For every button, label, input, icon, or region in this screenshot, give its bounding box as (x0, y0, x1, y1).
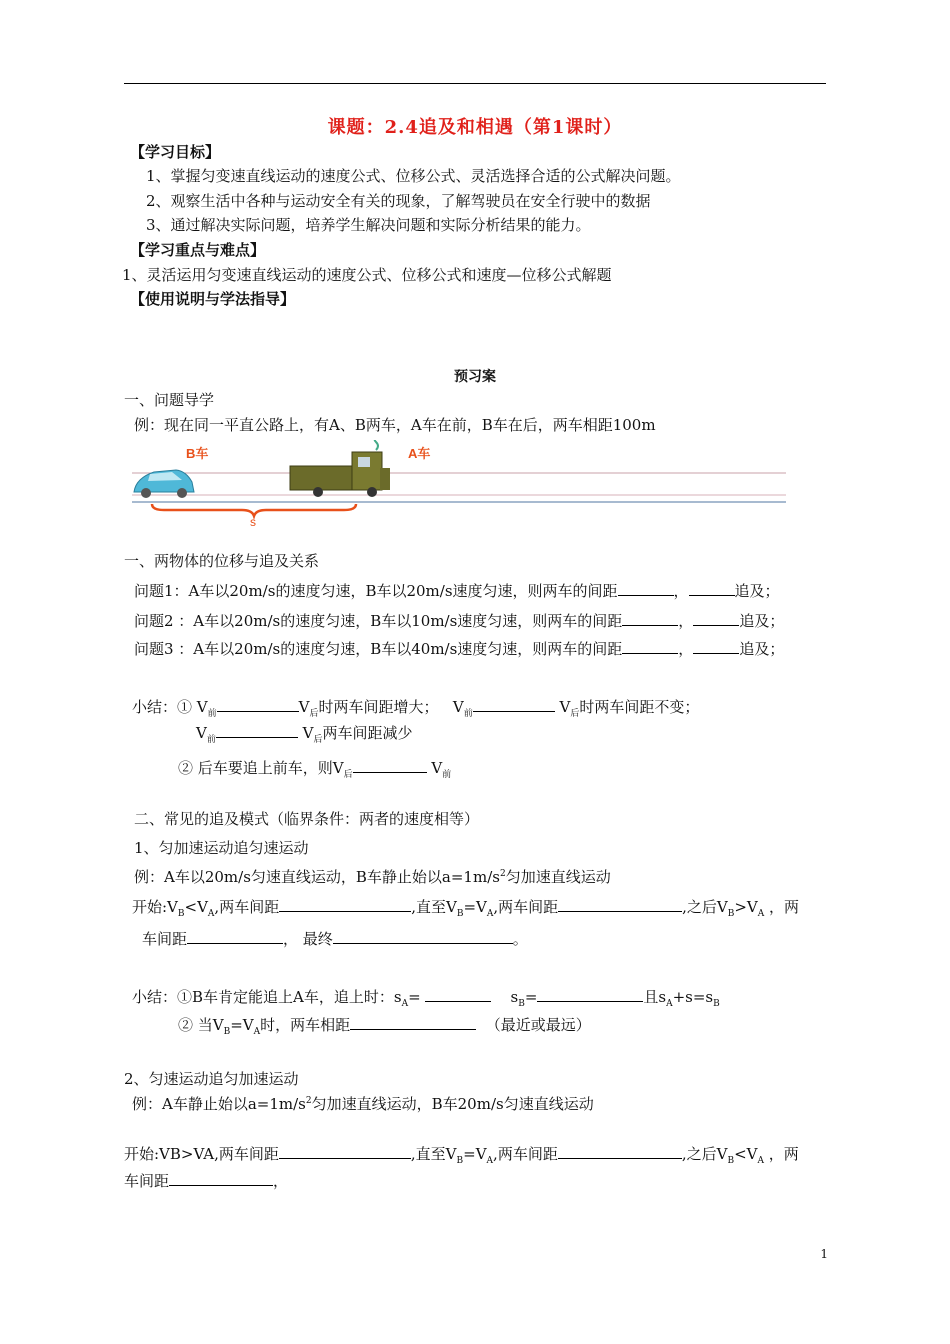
summary-1c: $V_前$ $V_后$两车间距减少 (196, 724, 413, 745)
truck-a-icon (290, 440, 390, 497)
question-2: 问题2 ：A车以20m/s的速度匀速，B车以10m/s速度匀速，则两车的间距 ， 追及； (134, 612, 785, 630)
page-number: 1 (820, 1247, 828, 1261)
summary-3: 小结：①B车肯定能追上A车，追上时：$s_A=$ $s_B=$ 且$s_A+s=s_B$ (132, 988, 720, 1009)
section-problem-guide: 一、问题导学 (124, 391, 215, 409)
keypoints-heading: 【学习重点与难点】 (130, 241, 266, 259)
example-text: 例：现在同一平直公路上，有A、B两车，A车在前，B车在后，两车相距100m (134, 416, 656, 434)
objective-3: 3、通过解决实际问题，培养学生解决问题和实际分析结果的能力。 (146, 216, 591, 234)
sub2-heading: 2、匀速运动追匀加速运动 (124, 1070, 299, 1088)
label-distance: s (250, 515, 256, 529)
question-3: 问题3 ：A车以20m/s的速度匀速，B车以40m/s速度匀速，则两车的间距 ， 追及； (134, 640, 785, 658)
objectives-heading: 【学习目标】 (130, 143, 221, 161)
usage-heading: 【使用说明与学法指导】 (130, 290, 296, 308)
page-title: 课题：2.4追及和相遇（第1课时） (327, 117, 623, 138)
cars-figure (124, 440, 794, 530)
label-a-car: A车 (408, 446, 431, 461)
start-1-line2: 车间距 ， 最终 。 (142, 930, 528, 948)
keypoint-1: 1、灵活运用匀变速直线运动的速度公式、位移公式和速度—位移公式解题 (122, 266, 612, 284)
example-1: 例：A车以20m/s匀速直线运动，B车静止始以$a=1m/s^2$匀加速直线运动 (134, 868, 611, 886)
start-2: 开始:VB>VA,两车间距 ,直至$V_B=V_A$,两车间距 ,之后$V_B<V_A$ ，两 (124, 1145, 799, 1166)
start-2-line2: 车间距 ， (124, 1172, 289, 1190)
preview-heading: 预习案 (454, 369, 496, 385)
part2-heading: 二、常见的追及模式（临界条件：两者的速度相等） (134, 810, 480, 828)
sub1-heading: 1、匀加速运动追匀速运动 (134, 839, 309, 857)
summary-4: ② 当$V_B=V_A$时，两车相距 （最近或最远） (178, 1016, 591, 1037)
start-1: 开始$:V_B<V_A$,两车间距 ,直至$V_B=V_A$,两车间距 ,之后$V_B>V_A$ ，两 (132, 898, 800, 919)
car-b-icon (134, 470, 194, 498)
objective-1: 1、掌握匀变速直线运动的速度公式、位移公式、灵活选择合适的公式解决问题。 (146, 167, 681, 185)
summary-1: 小结：① $V_前$ $V_后$时两车间距增大； $V_前$ $V_后$时两车间距不变； (132, 698, 700, 719)
objective-2: 2、观察生活中各种与运动安全有关的现象，了解驾驶员在安全行驶中的数据 (146, 192, 651, 210)
example-2: 例：A车静止始以$a=1m/s^2$匀加速直线运动，B车20m/s匀速直线运动 (132, 1095, 594, 1113)
part1-heading: 一、两物体的位移与追及关系 (124, 552, 320, 570)
cars-figure-svg (124, 440, 794, 530)
label-b-car: B车 (186, 446, 209, 461)
question-1: 问题1：A车以20m/s的速度匀速，B车以20m/s速度匀速，则两车的间距 ， 追及； (134, 582, 780, 600)
header-rule (124, 83, 826, 84)
summary-2: ② 后车要追上前车，则$V_后$ $V_前$ (178, 759, 452, 780)
